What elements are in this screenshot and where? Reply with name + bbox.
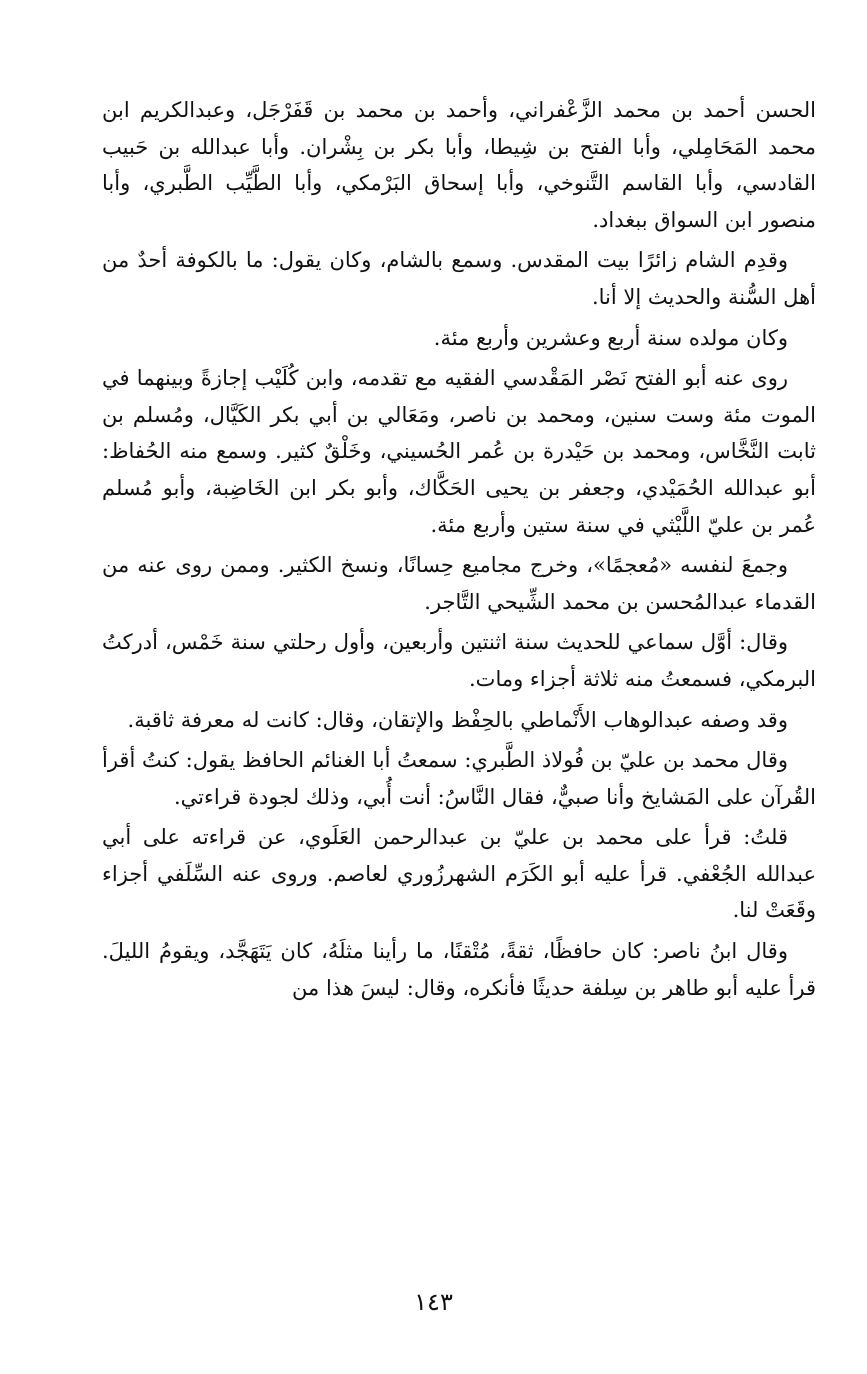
paragraph-6: وقال: أوَّل سماعي للحديث سنة اثنتين وأربعين، وأول رحلتي سنة خَمْس، أدركتُ البرمكي، فسمعتُ منه ثلاثة أجزاء ومات.: [102, 630, 816, 691]
paragraph-4: روى عنه أبو الفتح نَصْر المَقْدسي الفقيه مع تقدمه، وابن كُلَيْب إجازةً وبينهما في الموت مئة وست سنين، ومحمد بن ناصر، ومَعَالي بن أبي بكر الكَيَّال، ومُسلم بن ثابت النَّخَّاس، ومحمد بن حَيْدرة بن عُمر الحُسيني، وخَلْقٌ كثير. وسمع منه الحُفاظ: أبو عبدالله الحُمَيْدي، وجعفر بن يحيى الحَكَّاك، وأبو بكر ابن الخَاضِبة، وأبو مُسلم عُمر بن عليّ اللَّيْثي في سنة ستين وأربع مئة.: [102, 366, 816, 537]
paragraph-10: وقال ابنُ ناصر: كان حافظًا، ثقةً، مُتْقنًا، ما رأينا مثلَهُ، كان يَتَهَجَّد، ويقومُ الليلَ. قرأ عليه أبو طاهر بن سِلفة حديثًا فأنكره، وقال: ليسَ هذا من: [102, 939, 816, 1000]
paragraph-9: قلتُ: قرأ على محمد بن عليّ بن عبدالرحمن العَلَوي، عن قراءته على أبي عبدالله الجُعْفي. قرأ عليه أبو الكَرَم الشهرزُوري لعاصم. وروى عنه السِّلَفي أجزاء وقَعَتْ لنا.: [102, 825, 816, 923]
paragraph-8: وقال محمد بن عليّ بن فُولاذ الطَّبري: سمعتُ أبا الغنائم الحافظ يقول: كنتُ أقرأ القُرآن على المَشايخ وأنا صبيٌّ، فقال النَّاسُ: أنت أُبي، وذلك لجودة قراءتي.: [102, 748, 816, 809]
paragraph-1: الحسن أحمد بن محمد الزَّعْفراني، وأحمد بن محمد بن قَفَرْجَل، وعبدالكريم ابن محمد المَحَامِلي، وأبا الفتح بن شِيطا، وأبا بكر بن بِشْران. وأبا عبدالله بن حَبيب القادسي، وأبا القاسم التَّنوخي، وأبا إسحاق البَرْمكي، وأبا الطَّيِّب الطَّبري، وأبا منصور ابن السواق ببغداد.: [102, 98, 816, 232]
page-number: ١٤٣: [414, 1288, 453, 1316]
body-text: [102, 92, 816, 1010]
paragraph-7: وقد وصفه عبدالوهاب الأَنْماطي بالحِفْظ والإتقان، وقال: كانت له معرفة ثاقبة.: [127, 707, 788, 732]
paragraph-3: وكان مولده سنة أربع وعشرين وأربع مئة.: [433, 325, 788, 350]
paragraph-5: وجمعَ لنفسه «مُعجمًا»، وخرج مجاميع حِسانًا، ونسخ الكثير. وممن روى عنه من القدماء عبدالمُحسن بن محمد الشِّيحي التَّاجر.: [102, 553, 816, 614]
paragraph-2: وقدِم الشام زائرًا بيت المقدس. وسمع بالشام، وكان يقول: ما بالكوفة أحدٌ من أهل السُّنة والحديث إلا أنا.: [102, 248, 816, 309]
